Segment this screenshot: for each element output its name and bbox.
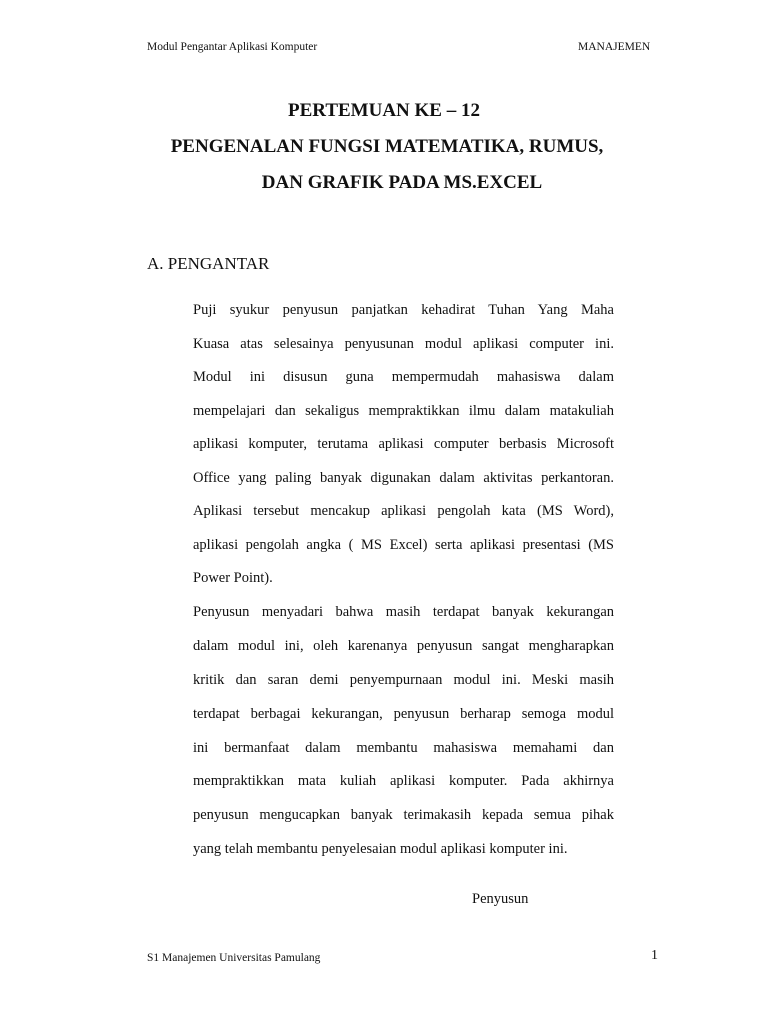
body-line: yang telah membantu penyelesaian modul aplikasi komputer ini.	[193, 841, 568, 857]
running-header-right: MANAJEMEN	[578, 41, 651, 53]
chapter-subtitle-line1: PENGENALAN FUNGSI MATEMATIKA, RUMUS,	[170, 136, 604, 157]
running-header-left: Modul Pengantar Aplikasi Komputer	[147, 41, 318, 53]
body-line: ini bermanfaat dalam membantu mahasiswa memahami dan	[193, 740, 614, 756]
page-number: 1	[651, 948, 658, 963]
body-line: terdapat berbagai kekurangan, penyusun berharap semoga modul	[193, 706, 614, 722]
body-line: Office yang paling banyak digunakan dalam aktivitas perkantoran.	[193, 470, 614, 486]
body-line: Penyusun menyadari bahwa masih terdapat banyak kekurangan	[193, 604, 614, 620]
signature: Penyusun	[472, 891, 529, 907]
section-heading: A. PENGANTAR	[147, 254, 270, 273]
body-line: Kuasa atas selesainya penyusunan modul aplikasi computer ini.	[193, 336, 614, 352]
body-line: aplikasi pengolah angka ( MS Excel) serta aplikasi presentasi (MS	[193, 537, 614, 553]
running-footer-left: S1 Manajemen Universitas Pamulang	[147, 952, 321, 964]
body-line: aplikasi komputer, terutama aplikasi computer berbasis Microsoft	[193, 436, 614, 452]
body-line: Power Point).	[193, 570, 273, 586]
body-line: Aplikasi tersebut mencakup aplikasi pengolah kata (MS Word),	[193, 503, 614, 519]
chapter-subtitle-line2: DAN GRAFIK PADA MS.EXCEL	[261, 172, 543, 193]
body-line: Modul ini disusun guna mempermudah mahasiswa dalam	[193, 369, 614, 385]
body-line: mempraktikkan mata kuliah aplikasi komputer. Pada akhirnya	[193, 773, 614, 789]
body-line: mempelajari dan sekaligus mempraktikkan ilmu dalam matakuliah	[193, 403, 614, 419]
body-line: dalam modul ini, oleh karenanya penyusun sangat mengharapkan	[193, 638, 614, 654]
body-line: penyusun mengucapkan banyak terimakasih kepada semua pihak	[193, 807, 614, 823]
body-line: kritik dan saran demi penyempurnaan modul ini. Meski masih	[193, 672, 614, 688]
chapter-title: PERTEMUAN KE – 12	[288, 100, 480, 121]
body-line: Puji syukur penyusun panjatkan kehadirat Tuhan Yang Maha	[193, 302, 614, 318]
